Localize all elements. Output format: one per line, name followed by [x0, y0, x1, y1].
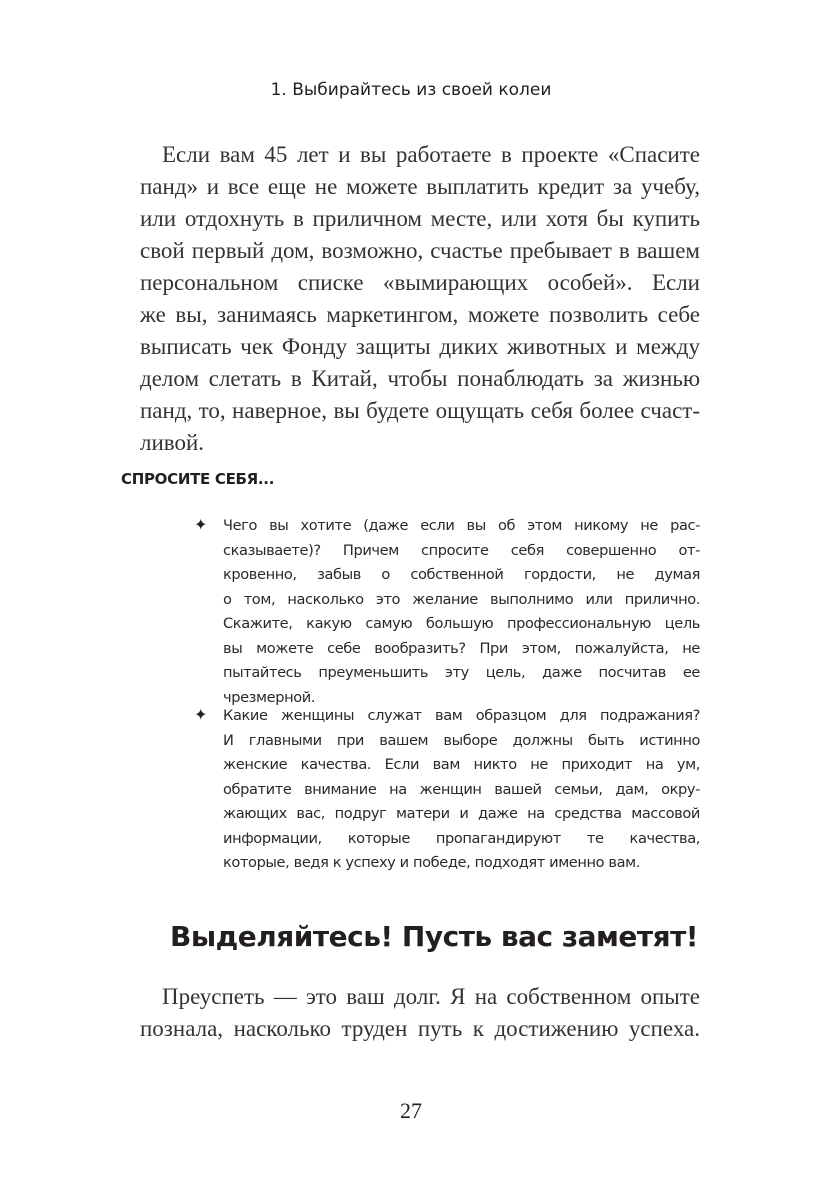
text-line: Скажите, какую самую большую профессиональную цель: [223, 615, 700, 632]
text-line: же вы, занимаясь маркетингом, можете позволить себе: [140, 302, 700, 327]
running-header: 1. Выбирайтесь из своей колеи: [270, 80, 552, 100]
text-line: Преуспеть — это ваш долг. Я на собственном опыте: [162, 984, 700, 1009]
text-line: женские качества. Если вам никто не приходит на ум,: [223, 756, 700, 773]
text-line: или отдохнуть в приличном месте, или хотя бы купить: [140, 206, 700, 231]
ask-yourself-heading: СПРОСИТЕ СЕБЯ...: [121, 470, 275, 488]
text-line: сказываете)? Причем спросите себя совершенно от-: [223, 541, 700, 559]
text-line: свой первый дом, возможно, счастье пребывает в вашем: [140, 238, 700, 263]
text-line: панд» и все еще не можете выплатить кредит за учебу,: [140, 174, 700, 199]
text-line: Если вам 45 лет и вы работаете в проекте «Спасите: [162, 142, 700, 167]
text-line: вы можете себе вообразить? При этом, пожалуйста, не: [223, 639, 700, 657]
page-number: 27: [400, 1098, 422, 1123]
text-line: пытайтесь преуменьшить эту цель, даже посчитав ее: [223, 664, 700, 681]
text-line: Какие женщины служат вам образцом для подражания?: [223, 707, 700, 724]
text-line: познала, насколько труден путь к достижению успеха.: [140, 1016, 700, 1041]
text-line: кровенно, забыв о собственной гордости, не думая: [223, 566, 700, 583]
star-bullet-icon: ✦: [194, 515, 208, 534]
section-heading: Выделяйтесь! Пусть вас заметят!: [170, 920, 699, 953]
text-line: информации, которые пропагандируют те качества,: [223, 829, 700, 847]
star-bullet-icon: ✦: [194, 705, 208, 724]
text-line: чрезмерной.: [223, 688, 316, 706]
text-line: делом слетать в Китай, чтобы понаблюдать за жизнью: [140, 366, 700, 391]
text-line: о том, насколько это желание выполнимо или прилично.: [223, 590, 700, 608]
text-line: Чего вы хотите (даже если вы об этом никому не рас-: [223, 517, 700, 534]
text-line: обратите внимание на женщин вашей семьи, дам, окру-: [223, 780, 700, 798]
text-line: которые, ведя к успеху и победе, подходят именно вам.: [223, 854, 641, 871]
text-line: жающих вас, подруг матери и даже на средства массовой: [223, 805, 700, 822]
text-line: выписать чек Фонду защиты диких животных и между: [140, 334, 700, 359]
text-line: персональном списке «вымирающих особей». Если: [140, 270, 700, 295]
text-line: И главными при вашем выборе должны быть истинно: [223, 731, 700, 749]
text-line: ливой.: [140, 430, 205, 455]
text-line: панд, то, наверное, вы будете ощущать себя более счаст-: [140, 398, 700, 423]
